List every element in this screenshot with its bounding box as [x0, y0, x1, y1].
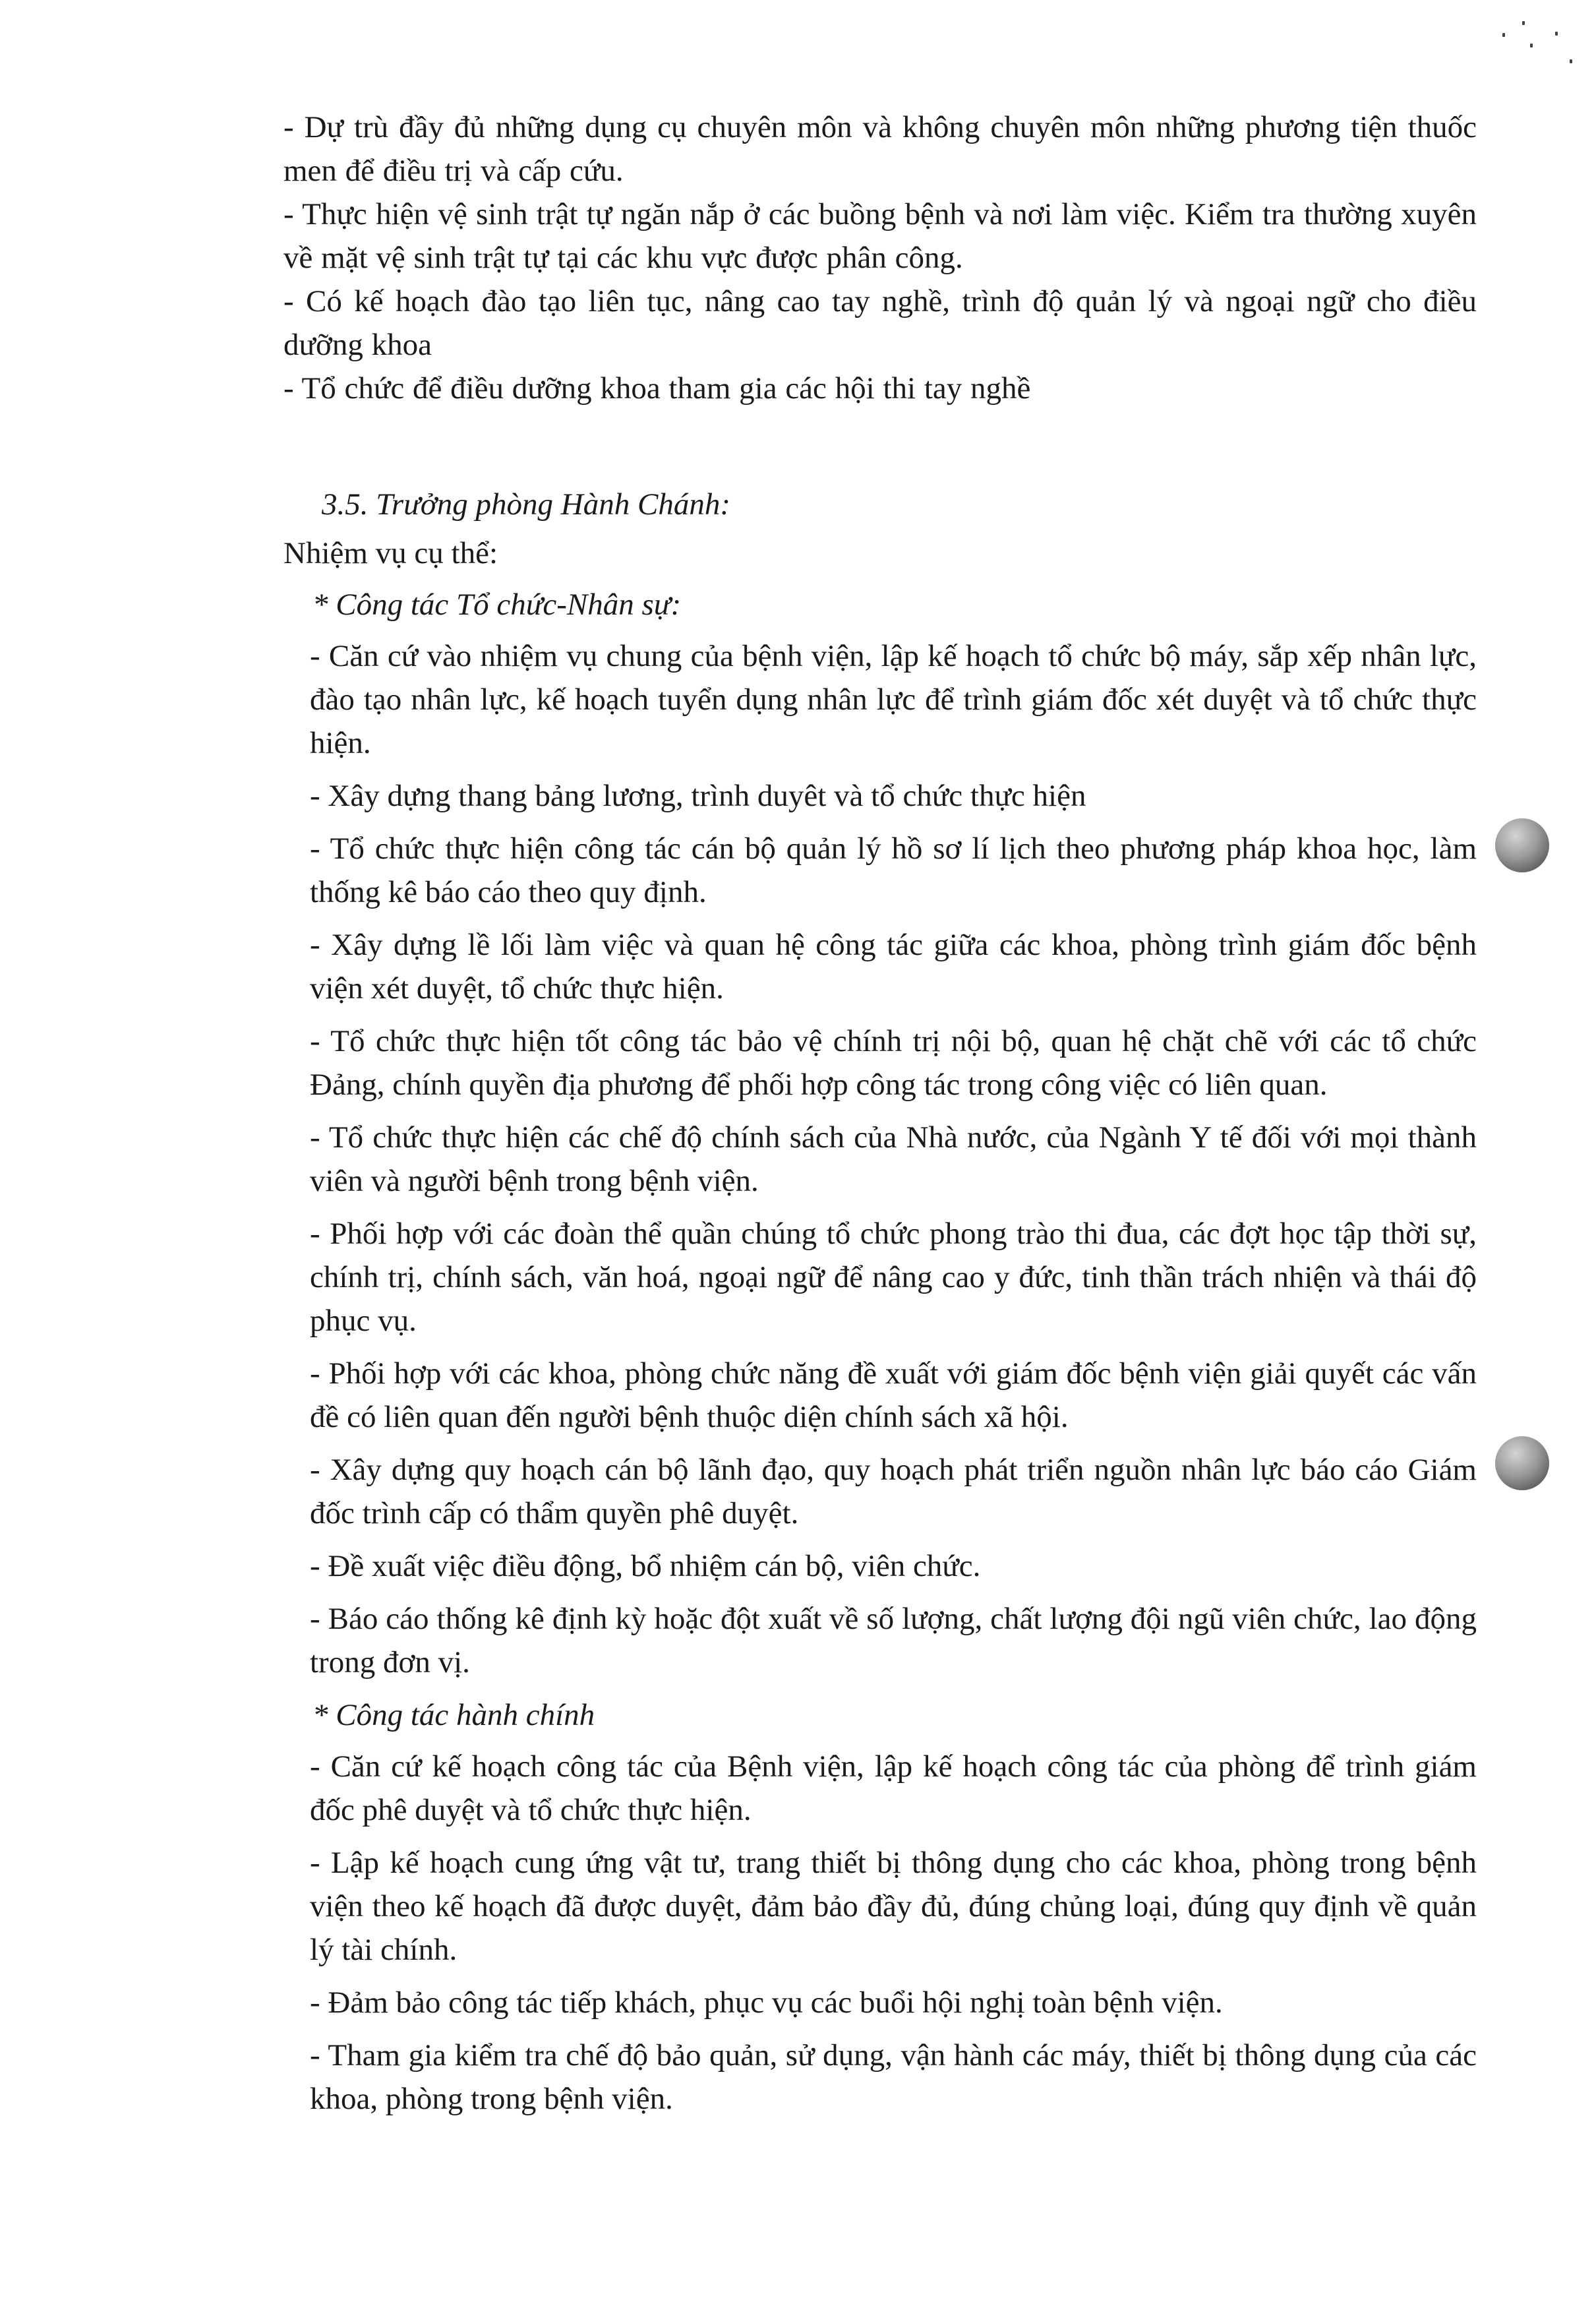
list-item: - Lập kế hoạch cung ứng vật tư, trang thiết bị thông dụng cho các khoa, phòng trong bệnh viện theo kế hoạch đã được duyệt, đảm bảo đầy đủ, đúng chủng loại, đúng quy định về quản lý tài chính. — [310, 1846, 1477, 1967]
list-item: - Xây dựng thang bảng lương, trình duyêt và tổ chức thực hiện — [310, 779, 1086, 813]
list-item: - Xây dựng lề lối làm việc và quan hệ công tác giữa các khoa, phòng trình giám đốc bệnh viện xét duyệt, tổ chức thực hiện. — [310, 928, 1477, 1006]
section-subheading: Nhiệm vụ cụ thể: — [283, 536, 498, 570]
list-item: - Căn cứ vào nhiệm vụ chung của bệnh viện, lập kế hoạch tổ chức bộ máy, sắp xếp nhân lực, đào tạo nhân lực, kế hoạch tuyển dụng nhân lực để trình giám đốc xét duyệt và tổ chức thực hiện. — [310, 639, 1477, 760]
section-heading: 3.5. Trưởng phòng Hành Chánh: — [322, 487, 730, 522]
top-paragraph: - Có kế hoạch đào tạo liên tục, nâng cao tay nghề, trình độ quản lý và ngoại ngữ cho điều dưỡng khoa — [283, 284, 1477, 362]
top-paragraph: - Dự trù đầy đủ những dụng cụ chuyên môn và không chuyên môn những phương tiện thuốc men để điều trị và cấp cứu. — [283, 110, 1477, 188]
top-paragraph: - Tổ chức để điều dưỡng khoa tham gia các hội thi tay nghề — [283, 371, 1031, 406]
list-item: - Đề xuất việc điều động, bổ nhiệm cán bộ, viên chức. — [310, 1549, 981, 1583]
scan-speck — [1555, 32, 1558, 36]
scan-specks — [1491, 13, 1583, 86]
list-item: - Phối hợp với các khoa, phòng chức năng đề xuất với giám đốc bệnh viện giải quyết các vấn đề có liên quan đến người bệnh thuộc diện chính sách xã hội. — [310, 1356, 1477, 1434]
list-item: - Tổ chức thực hiện tốt công tác bảo vệ chính trị nội bộ, quan hệ chặt chẽ với các tổ chức Đảng, chính quyền địa phương để phối hợp công tác trong công việc có liên quan. — [310, 1024, 1477, 1102]
list-item: - Căn cứ kế hoạch công tác của Bệnh viện, lập kế hoạch công tác của phòng để trình giám đốc phê duyệt và tổ chức thực hiện. — [310, 1749, 1477, 1827]
list-item: - Tổ chức thực hiện công tác cán bộ quản lý hồ sơ lí lịch theo phương pháp khoa học, làm thống kê báo cáo theo quy định. — [310, 832, 1477, 909]
list-item: - Tổ chức thực hiện các chế độ chính sách của Nhà nước, của Ngành Y tế đối với mọi thành viên và người bệnh trong bệnh viện. — [310, 1120, 1477, 1198]
group-title-organization: * Công tác Tổ chức-Nhân sự: — [312, 588, 682, 622]
list-item: - Tham gia kiểm tra chế độ bảo quản, sử dụng, vận hành các máy, thiết bị thông dụng của các khoa, phòng trong bệnh viện. — [310, 2038, 1477, 2116]
group-title-administration: * Công tác hành chính — [312, 1698, 595, 1732]
document-body — [283, 106, 1477, 2130]
punch-hole — [1495, 818, 1549, 872]
top-paragraph: - Thực hiện vệ sinh trật tự ngăn nắp ở các buồng bệnh và nơi làm việc. Kiểm tra thường xuyên về mặt vệ sinh trật tự tại các khu vực được phân công. — [283, 197, 1477, 275]
punch-hole — [1495, 1436, 1549, 1490]
scan-speck — [1502, 33, 1505, 37]
list-item: - Xây dựng quy hoạch cán bộ lãnh đạo, quy hoạch phát triển nguồn nhân lực báo cáo Giám đốc trình cấp có thẩm quyền phê duyệt. — [310, 1453, 1477, 1530]
scan-speck — [1522, 21, 1525, 25]
list-item: - Đảm bảo công tác tiếp khách, phục vụ các buổi hội nghị toàn bệnh viện. — [310, 1985, 1223, 2020]
list-item: - Phối hợp với các đoàn thể quần chúng tổ chức phong trào thi đua, các đợt học tập thời sự, chính trị, chính sách, văn hoá, ngoại ngữ để nâng cao y đức, tinh thần trách nhiện và thái độ phục vụ. — [310, 1217, 1477, 1338]
list-item: - Báo cáo thống kê định kỳ hoặc đột xuất về số lượng, chất lượng đội ngũ viên chức, lao động trong đơn vị. — [310, 1602, 1477, 1680]
scan-speck — [1570, 59, 1572, 63]
scan-speck — [1530, 44, 1533, 47]
